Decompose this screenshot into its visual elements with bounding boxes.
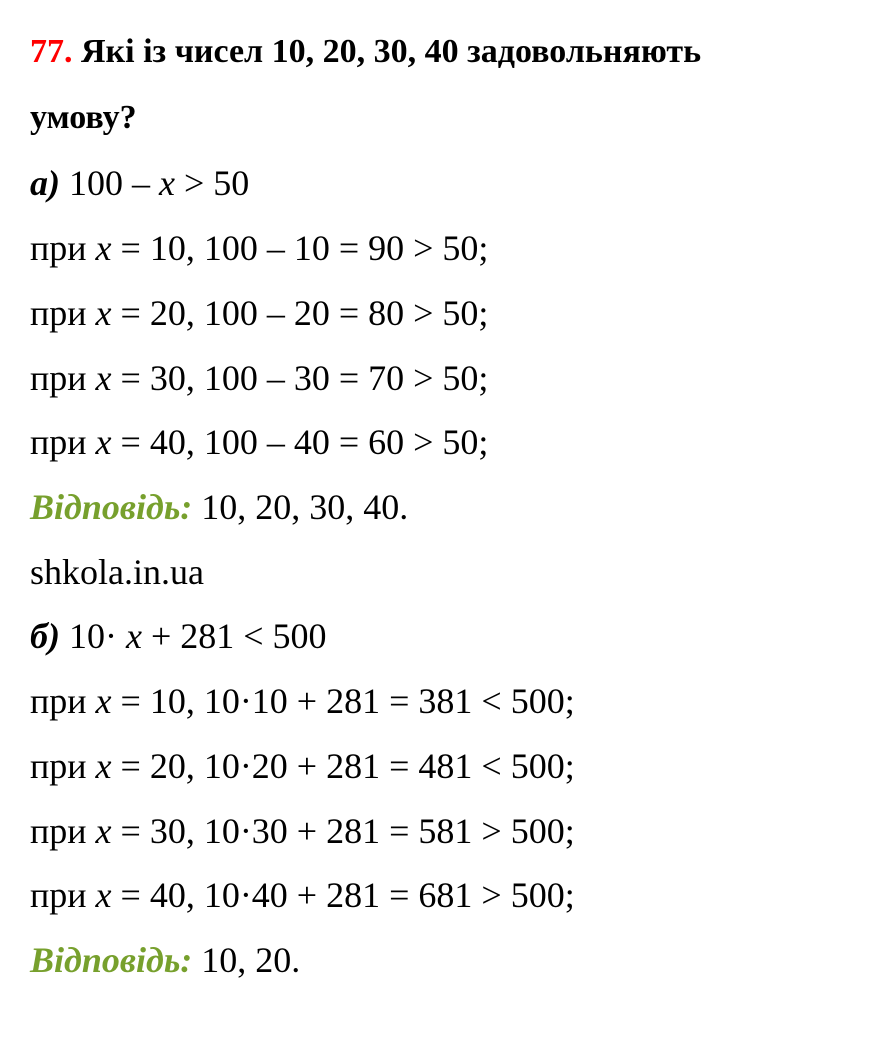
step-calculation: = 10, 100 – 10 = 90 > 50; — [120, 228, 489, 268]
step-calculation: = 40, 10·40 + 281 = 681 > 500; — [120, 875, 575, 915]
step-calculation: = 20, 100 – 20 = 80 > 50; — [120, 293, 489, 333]
answer-label: Відповідь: — [30, 940, 193, 980]
part-b-condition — [30, 606, 327, 666]
step-variable: x — [95, 293, 112, 333]
part-a-answer — [30, 477, 408, 537]
answer-label: Відповідь: — [30, 487, 193, 527]
part-b-expression-prefix: 10· — [68, 616, 117, 656]
watermark-text — [30, 542, 204, 602]
step-prefix: при — [30, 875, 87, 915]
step-variable: x — [95, 746, 112, 786]
answer-value: 10, 20, 30, 40. — [201, 487, 409, 527]
part-b-variable: x — [125, 616, 142, 656]
part-a-condition — [30, 153, 249, 213]
step-variable: x — [95, 358, 112, 398]
part-a-variable: x — [159, 163, 175, 203]
watermark: shkola.in.ua — [30, 552, 204, 592]
step-variable: x — [95, 681, 112, 721]
step-prefix: при — [30, 681, 87, 721]
step-prefix: при — [30, 228, 87, 268]
part-b-step-2 — [30, 736, 575, 796]
step-calculation: = 40, 100 – 40 = 60 > 50; — [120, 422, 489, 462]
step-variable: x — [95, 875, 112, 915]
step-variable: x — [95, 422, 112, 462]
part-b-label: б) — [30, 616, 60, 656]
problem-heading-line1 — [30, 22, 701, 82]
part-b-step-3 — [30, 801, 575, 861]
part-a-step-1 — [30, 218, 488, 278]
problem-heading-line2 — [30, 88, 137, 148]
step-prefix: при — [30, 422, 87, 462]
step-calculation: = 30, 10·30 + 281 = 581 > 500; — [120, 811, 575, 851]
answer-value: 10, 20. — [201, 940, 301, 980]
step-prefix: при — [30, 293, 87, 333]
step-prefix: при — [30, 358, 87, 398]
problem-question-line1: Які із чисел 10, 20, 30, 40 задовольняють — [81, 33, 702, 70]
step-variable: x — [95, 228, 112, 268]
part-a-step-3 — [30, 348, 488, 408]
step-prefix: при — [30, 746, 87, 786]
part-a-step-2 — [30, 283, 488, 343]
part-b-answer — [30, 930, 300, 990]
problem-question-line2: умову? — [30, 99, 137, 136]
part-b-expression-suffix: + 281 < 500 — [150, 616, 327, 656]
part-a-step-4 — [30, 412, 488, 472]
part-a-label: а) — [30, 163, 60, 203]
step-prefix: при — [30, 811, 87, 851]
step-calculation: = 30, 100 – 30 = 70 > 50; — [120, 358, 489, 398]
step-calculation: = 20, 10·20 + 281 = 481 < 500; — [120, 746, 575, 786]
problem-number: 77. — [30, 33, 73, 70]
part-b-step-1 — [30, 671, 575, 731]
step-calculation: = 10, 10·10 + 281 = 381 < 500; — [120, 681, 575, 721]
part-b-step-4 — [30, 865, 575, 925]
part-a-expression-prefix: 100 – — [69, 163, 150, 203]
part-a-expression-suffix: > 50 — [183, 163, 250, 203]
step-variable: x — [95, 811, 112, 851]
